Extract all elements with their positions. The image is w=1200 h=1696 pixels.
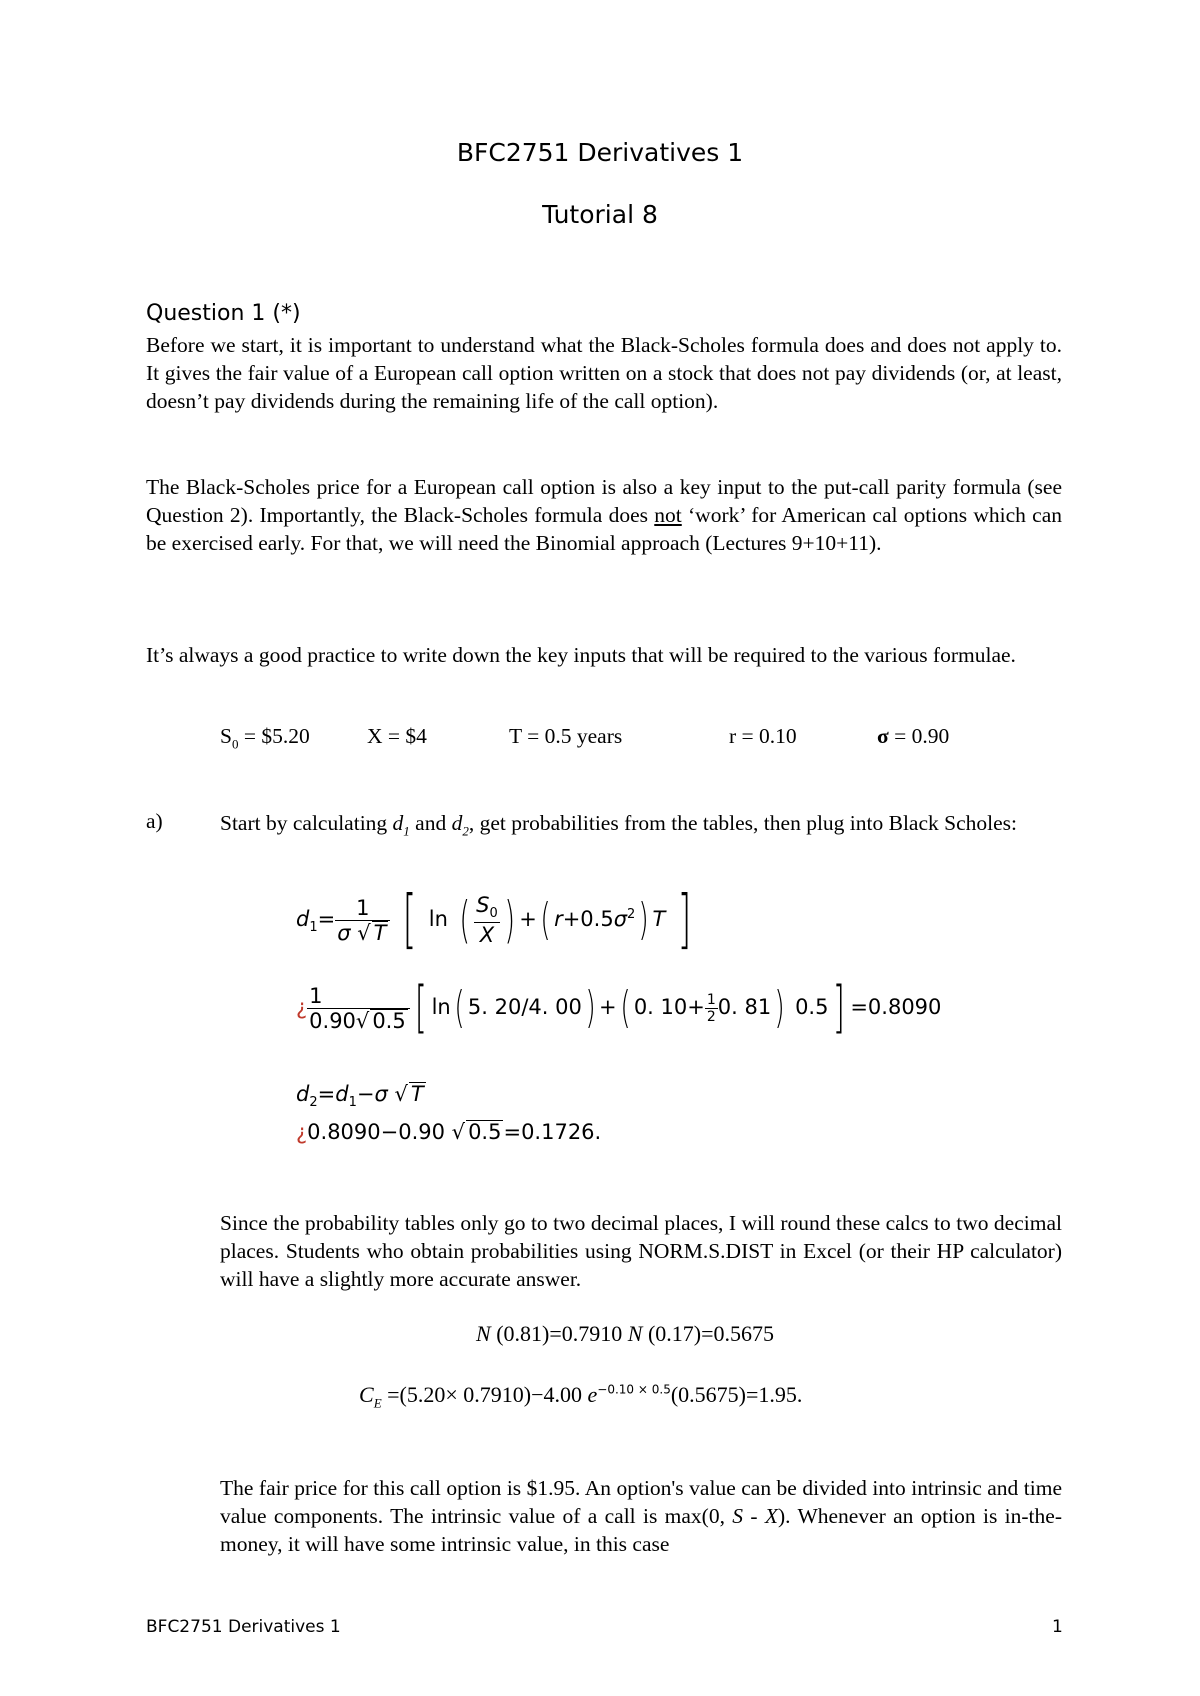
fraction-one-over-numeric: $\frac{1}{0.90√ 0.5}$	[307, 984, 410, 1033]
document-subtitle: Tutorial 8	[542, 200, 658, 229]
paren-close-a: )	[585, 982, 596, 1033]
part-a-text-2: , get probabilities from the tables, then plug into Black Scholes:	[468, 811, 1017, 835]
eq-equals: =	[317, 907, 336, 931]
input-s0	[220, 724, 310, 752]
eq-ln-arg: 5. 20/4. 00	[467, 995, 582, 1019]
eq-inverted-question: ¿	[296, 995, 308, 1019]
paragraph-text: ‘work’ for American cal options which can be exercised early. For that, we will need the Binomial approach (Lectures 9+10+11).	[146, 503, 1062, 555]
half-den: 2	[706, 1008, 716, 1025]
half-num: 1	[706, 991, 716, 1008]
fair-price-text-b: ). Whenever an option is in-the-money, it will have some intrinsic value, in this case	[220, 1504, 1062, 1556]
eq-result-d2: =0.1726.	[503, 1120, 602, 1144]
call-c: C	[359, 1382, 374, 1407]
eq-plus: +	[519, 907, 537, 931]
emphasis-not: not	[654, 503, 682, 527]
equation-probabilities	[476, 1321, 774, 1347]
equation-d1-numeric	[296, 976, 941, 1040]
eq-05: 0.5	[795, 995, 829, 1019]
eq-d2-equals: =	[317, 1082, 336, 1106]
frac-root-t: T	[373, 920, 387, 945]
paragraph-put-call	[146, 473, 1062, 557]
fraction-half	[705, 992, 718, 1025]
eq-d2-minus: −	[356, 1082, 375, 1106]
left-bracket: [	[402, 883, 417, 957]
s0-symbol: S	[220, 724, 232, 748]
right-bracket-2: ]	[833, 975, 846, 1040]
footer-page-number: 1	[1052, 1617, 1063, 1637]
call-exponent: −0.10 × 0.5	[597, 1382, 671, 1397]
eq-plus-2: +	[599, 995, 617, 1019]
eq-d2-root-t: T	[410, 1082, 424, 1106]
frac-sigma: σ	[337, 920, 351, 945]
prob-n1-value: (0.81)=0.7910	[496, 1321, 623, 1346]
eq-d2-line2-root: 0.5	[468, 1120, 502, 1144]
eq-d2-d1: d	[335, 1082, 349, 1106]
eq-010: 0. 10+	[633, 995, 705, 1019]
right-paren: )	[504, 891, 515, 949]
part-a-label: a)	[146, 809, 163, 833]
eq-081: 0. 81	[717, 995, 772, 1019]
question-heading: Question 1 (*)	[146, 301, 301, 326]
input-r: r = 0.10	[729, 724, 797, 748]
paragraph-rounding: Since the probability tables only go to two decimal places, I will round these calcs to two decimal places. Students who obtain probabilities using NORM.S.DIST in Excel (or their HP calculator) will have a slightly more accurate answer.	[220, 1211, 1062, 1291]
paragraph-text: The Black-Scholes price for a European call option is also a key input to the put-call parity formula (see Question 2). Importantly, the Black-Scholes formula does	[146, 475, 1062, 527]
equation-d1-definition	[296, 883, 697, 957]
d2-subscript: 2	[462, 823, 469, 839]
frac-s0-sub: 0	[489, 906, 498, 922]
part-a-and: and	[409, 811, 452, 835]
equation-d2-definition: $d_2=d_1-\sigma$ √ T	[296, 1082, 424, 1111]
eq-ln-2: ln	[431, 995, 451, 1019]
paragraph-fair-price	[220, 1474, 1062, 1558]
eq-squared: 2	[627, 907, 636, 922]
eq-d2-d1-sub: 1	[348, 1095, 357, 1111]
eq-result-d1: =0.8090	[850, 995, 942, 1019]
paren-open-b: (	[620, 982, 631, 1033]
paren-close-b: )	[774, 982, 785, 1033]
input-x: X = $4	[367, 724, 427, 748]
eq-d2: d	[296, 1082, 310, 1106]
footer-course: BFC2751 Derivatives 1	[146, 1617, 341, 1637]
fair-price-x: X	[764, 1504, 778, 1528]
paren-open-a: (	[454, 982, 465, 1033]
d2-symbol: d	[451, 811, 463, 835]
s0-subscript: 0	[231, 736, 239, 752]
eq-d2-line2: 0.8090−0.90	[307, 1120, 452, 1144]
prob-n2-value: (0.17)=0.5675	[647, 1321, 774, 1346]
d1-symbol: d	[392, 811, 404, 835]
left-paren: (	[459, 891, 470, 949]
frac-x: X	[479, 922, 495, 947]
prob-n1: N	[476, 1321, 491, 1346]
eq-d1-sub: 1	[309, 920, 318, 936]
fraction-one-over-sigma-root-t: $\frac{1}{\sigma √ T}$	[335, 896, 390, 945]
left-paren-2: (	[540, 894, 551, 945]
s0-value: = $5.20	[238, 724, 310, 748]
document-title: BFC2751 Derivatives 1	[456, 138, 744, 167]
eq-d2-sub: 2	[309, 1095, 318, 1111]
part-a-text-1: Start by calculating	[220, 811, 393, 835]
fair-price-text-a: The fair price for this call option is $1.95. An option's value can be divided into intrinsic and time value components. The intrinsic value of a call is max(0,	[220, 1476, 1062, 1528]
fraction-s0-over-x	[474, 893, 500, 946]
fair-price-s: S	[732, 1504, 744, 1528]
call-tail: (0.5675)=1.95.	[670, 1382, 803, 1407]
eq-d1: d	[296, 907, 310, 931]
eq-sigma: σ	[613, 907, 628, 931]
frac-s0: S	[476, 893, 490, 918]
call-e: e	[587, 1382, 598, 1407]
eq-d2-sigma: σ	[374, 1082, 388, 1106]
equation-call-price	[359, 1382, 802, 1411]
eq-plus-half: +0.5	[562, 907, 614, 931]
sigma-value: = 0.90	[888, 724, 950, 748]
input-t: T = 0.5 years	[509, 724, 623, 748]
paragraph-intro: Before we start, it is important to understand what the Black-Scholes formula does and does not apply to. It gives the fair value of a European call option written on a stock that does not pay dividends (or, at least, doesn’t pay dividends during the remaining life of the call option).	[146, 333, 1062, 413]
left-bracket-2: [	[414, 975, 427, 1040]
call-c-sub: E	[373, 1395, 382, 1411]
fair-price-dash: -	[743, 1504, 765, 1528]
paragraph-key-inputs: It’s always a good practice to write down the key inputs that will be required to the various formulae.	[146, 643, 1016, 667]
sigma-symbol: σ	[877, 724, 889, 748]
frac-num-1: 1	[307, 984, 410, 1009]
frac-den-090: 0.90	[309, 1008, 356, 1033]
right-paren-2: )	[638, 894, 650, 945]
frac-numerator: 1	[335, 896, 390, 921]
eq-t: T	[652, 907, 666, 931]
input-sigma	[877, 724, 949, 749]
frac-den-root: 0.5	[372, 1008, 406, 1033]
eq-ln: ln	[428, 907, 448, 931]
prob-n2: N	[627, 1321, 643, 1346]
call-body: =(5.20× 0.7910)−4.00	[381, 1382, 588, 1407]
eq-r: r	[554, 907, 563, 931]
equation-d2-numeric: ¿0.8090−0.90 √ 0.5=0.1726.	[296, 1120, 602, 1144]
eq-inverted-question-2: ¿	[296, 1120, 308, 1144]
right-bracket: ]	[677, 883, 692, 957]
part-a-text	[220, 809, 1062, 845]
d1-subscript: 1	[403, 823, 410, 839]
